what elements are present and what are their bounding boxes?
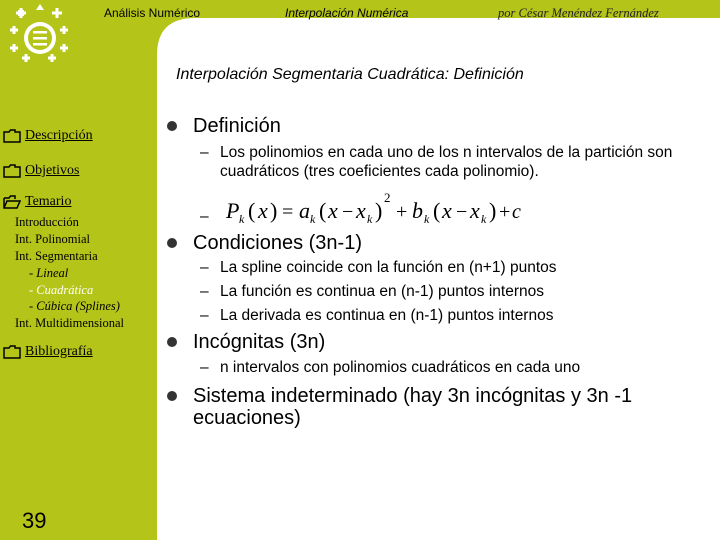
formula-xk2-sub: k <box>481 212 487 226</box>
formula-a: a <box>299 198 310 223</box>
nav-bibliografia[interactable] <box>3 344 93 360</box>
nav-descripcion[interactable] <box>3 128 93 144</box>
formula-p: P <box>226 198 240 223</box>
sidebar <box>0 0 157 540</box>
dash: – <box>200 208 209 225</box>
bullet-dot <box>167 121 177 131</box>
bullet-definicion <box>164 115 281 138</box>
formula-x: x <box>258 198 268 223</box>
nav-multidimensional[interactable]: Int. Multidimensional <box>15 316 125 330</box>
folder-open-icon <box>3 195 21 209</box>
formula-x2: x <box>328 198 338 223</box>
folder-icon <box>3 164 21 178</box>
formula-open: ( <box>248 198 256 223</box>
formula-k-sub: k <box>239 212 245 226</box>
formula-xk2: x <box>470 198 480 223</box>
nav-bibliografia-label: Bibliografía <box>25 344 93 359</box>
bullet-text: Condiciones (3n-1) <box>193 232 362 254</box>
sub-bullet-condicion-1 <box>200 258 690 277</box>
formula-b-sub: k <box>424 212 430 226</box>
formula-b: b <box>412 198 423 223</box>
nav-lineal[interactable]: - Lineal <box>29 266 69 280</box>
formula-plus2: + <box>499 201 511 223</box>
formula-open3: ( <box>433 198 441 223</box>
page-number: 39 <box>22 508 47 533</box>
nav-cubica[interactable]: - Cúbica (Splines) <box>29 299 120 313</box>
formula-close2: ) <box>375 198 383 223</box>
header-course: Análisis Numérico <box>104 6 201 20</box>
dash: – <box>200 359 209 376</box>
formula-close: ) <box>270 198 278 223</box>
sub-bullet-text: La spline coincide con la función en (n+1) puntos <box>220 259 557 276</box>
university-logo <box>4 2 76 68</box>
formula <box>224 190 524 232</box>
nav-introduccion[interactable]: Introducción <box>15 215 79 229</box>
nav-descripcion-label: Descripción <box>25 128 93 143</box>
folder-icon <box>3 345 21 359</box>
slide-content <box>164 0 720 540</box>
bullet-sistema <box>164 385 694 429</box>
bullet-dot <box>167 391 177 401</box>
formula-minus: − <box>342 201 354 223</box>
nav-temario[interactable] <box>3 194 71 210</box>
formula-x3: x <box>442 198 452 223</box>
nav-temario-label: Temario <box>25 194 72 209</box>
formula-c: c <box>512 201 521 223</box>
bullet-text: Sistema indeterminado (hay 3n incógnitas y 3n -1 ecuaciones) <box>193 385 633 429</box>
sub-bullet-text: Los polinomios en cada uno de los n intervalos de la partición son cuadráticos (tres coeficientes cada polinomio). <box>220 144 673 180</box>
header-topic: Interpolación Numérica <box>285 6 409 20</box>
slide-title: Interpolación Segmentaria Cuadrática: Definición <box>176 66 524 83</box>
bullet-dot <box>167 238 177 248</box>
formula-plus: + <box>396 201 408 223</box>
bullet-incognitas <box>164 331 325 354</box>
bullet-condiciones <box>164 232 362 255</box>
formula-xk: x <box>356 198 366 223</box>
sub-bullet-text: La derivada es continua en (n-1) puntos internos <box>220 307 554 324</box>
sub-bullet-condicion-3 <box>200 306 690 325</box>
sub-bullet-text: n intervalos con polinomios cuadráticos en cada uno <box>220 359 581 376</box>
bullet-text: Incógnitas (3n) <box>193 331 326 353</box>
bullet-text: Definición <box>193 115 281 137</box>
sub-bullet-definicion <box>200 143 690 181</box>
dash: – <box>200 283 209 300</box>
nav-segmentaria[interactable]: Int. Segmentaria <box>15 249 98 263</box>
folder-icon <box>3 129 21 143</box>
dash: – <box>200 307 209 324</box>
formula-a-sub: k <box>310 212 316 226</box>
dash: – <box>200 144 209 161</box>
nav-polinomial[interactable]: Int. Polinomial <box>15 232 90 246</box>
nav-objetivos[interactable] <box>3 163 79 179</box>
formula-eq: = <box>282 201 294 223</box>
sub-bullet-incognitas <box>200 358 690 377</box>
formula-open2: ( <box>319 198 327 223</box>
formula-minus2: − <box>456 201 468 223</box>
nav-cuadratica[interactable]: - Cuadrática <box>29 283 94 297</box>
sub-bullet-condicion-2 <box>200 282 690 301</box>
sub-bullet-text: La función es continua en (n-1) puntos internos <box>220 283 544 300</box>
nav-objetivos-label: Objetivos <box>25 163 80 178</box>
dash: – <box>200 259 209 276</box>
formula-close3: ) <box>489 198 497 223</box>
formula-xk-sub: k <box>367 212 373 226</box>
bullet-dot <box>167 337 177 347</box>
formula-square: 2 <box>384 190 391 205</box>
header-author: por César Menéndez Fernández <box>498 6 659 20</box>
sub-bullet-formula-dash <box>200 207 220 226</box>
